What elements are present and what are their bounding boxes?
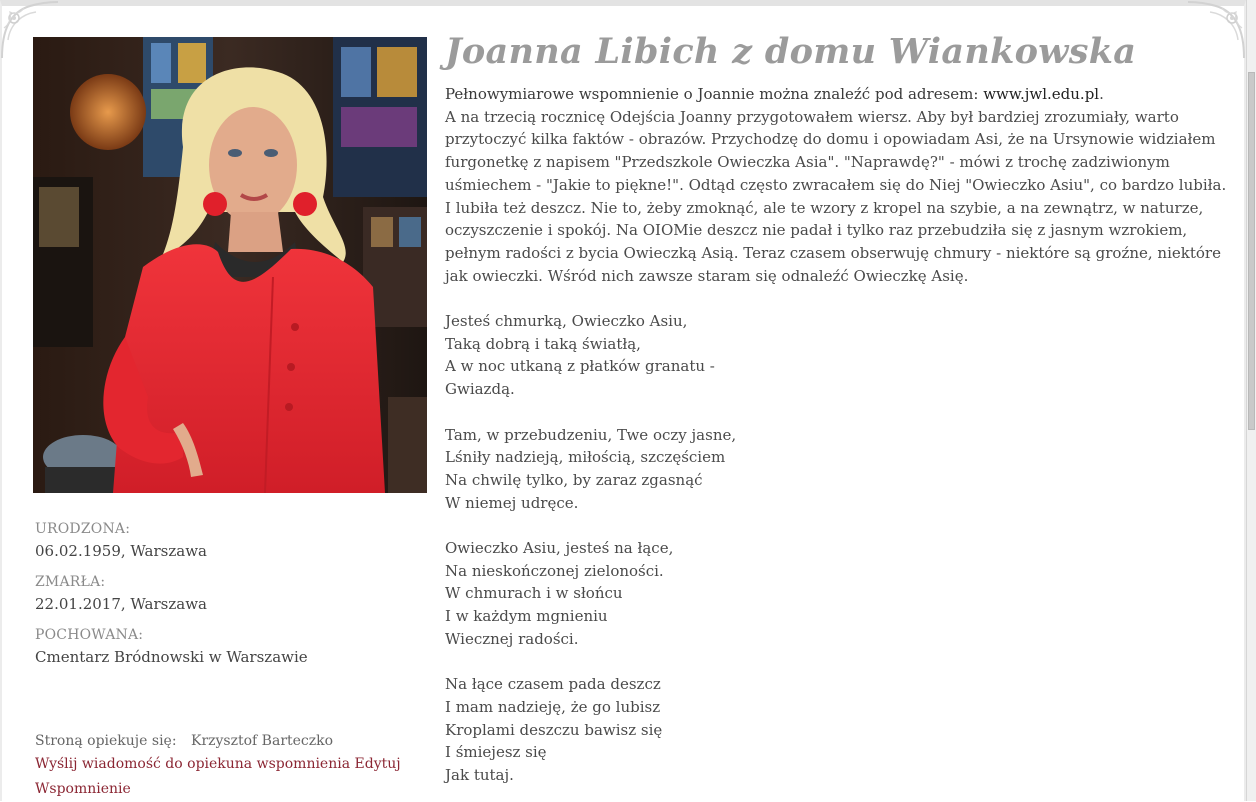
caretaker-label: Stroną opiekuje się: (35, 733, 177, 749)
caretaker-section (35, 730, 435, 802)
poem-line: Taką dobrą i taką światłą, (445, 334, 641, 353)
poem-line: Kroplami deszczu bawisz się (445, 720, 663, 739)
died-value: 22.01.2017, Warszawa (35, 595, 207, 613)
born-value: 06.02.1959, Warszawa (35, 542, 207, 560)
poem-line: Jak tutaj. (445, 766, 514, 785)
memorial-intro (445, 83, 1230, 287)
intro-dot: . (1099, 85, 1104, 103)
poem-line: Wiecznej radości. (445, 629, 579, 648)
poem-line: I mam nadzieję, że go lubisz (445, 697, 661, 716)
poem-line: Owieczko Asiu, jesteś na łące, (445, 539, 674, 558)
died-label: ZMARŁA: (35, 574, 106, 590)
poem-line: Lśniły nadzieją, miłością, szczęściem (445, 448, 726, 467)
poem-stanza (445, 310, 1230, 401)
poem-stanza (445, 673, 1230, 787)
poem-line: Tam, w przebudzeniu, Twe oczy jasne, (445, 425, 737, 444)
buried-value: Cmentarz Bródnowski w Warszawie (35, 648, 308, 666)
scrollbar-thumb[interactable] (1248, 72, 1255, 430)
memorial-url-link[interactable]: www.jwl.edu.pl (983, 85, 1100, 103)
poem-line: W chmurach i w słońcu (445, 584, 623, 603)
born-label: URODZONA: (35, 521, 131, 537)
poem-line: Gwiazdą. (445, 380, 515, 399)
buried-label: POCHOWANA: (35, 627, 144, 643)
portrait-photo (33, 37, 427, 493)
memorial-facts (35, 512, 435, 677)
poem-line: Na nieskończonej zieloności. (445, 561, 664, 580)
edit-memorial-link[interactable]: Edytuj Wspomnienie (35, 756, 401, 797)
memorial-title: Joanna Libich z domu Wiankowska (445, 31, 1137, 72)
poem-stanza (445, 537, 1230, 651)
poem-line: I śmiejesz się (445, 743, 547, 762)
poem (445, 310, 1230, 787)
caretaker-line (35, 730, 435, 752)
memorial-content (445, 28, 1230, 787)
poem-line: Na łące czasem pada deszcz (445, 675, 661, 694)
vertical-scrollbar[interactable] (1246, 0, 1256, 801)
intro-text: A na trzecią rocznicę Odejścia Joanny przygotowałem wiersz. Aby był bardziej zrozumiały, warto przytoczyć kilka faktów - obrazów. Przychodzę do domu i opowiadam Asi, że na Ursynowie widziałem furgonetkę z napisem "Przedszkole Owieczka Asia". "Naprawdę?" - mówi z trochę zadziwionym uśmiechem - "Jakie to piękne!". Odtąd często zwracałem się do Niej "Owieczko Asiu", co bardzo lubiła. I lubiła też deszcz. Nie to, żeby zmoknąć, ale te wzory z kropel na szybie, a na zewnątrz, w naturze, oczyszczenie i spokój. Na OIOMie deszcz nie padał i tylko raz przebudziła się z jasnym wzrokiem, pełnym radości z bycia Owieczką Asią. Teraz czasem obserwuję chmury - niektóre są groźne, niektóre jak owieczki. Wśród nich zawsze staram się odnaleźć Owieczkę Asię. (445, 107, 1227, 285)
caretaker-name: Krzysztof Barteczko (191, 733, 334, 749)
send-message-link[interactable]: Wyślij wiadomość do opiekuna wspomnienia (35, 756, 351, 772)
poem-line: Jesteś chmurką, Owieczko Asiu, (445, 312, 688, 331)
poem-line: A w noc utkaną z płatków granatu - (445, 357, 715, 376)
poem-line: I w każdym mgnieniu (445, 607, 608, 626)
poem-line: Na chwilę tylko, by zaraz zgasnąć (445, 470, 703, 489)
poem-line: W niemej udręce. (445, 493, 579, 512)
intro-lead: Pełnowymiarowe wspomnienie o Joannie można znaleźć pod adresem: (445, 85, 979, 103)
poem-stanza (445, 424, 1230, 515)
caretaker-links (35, 752, 435, 802)
